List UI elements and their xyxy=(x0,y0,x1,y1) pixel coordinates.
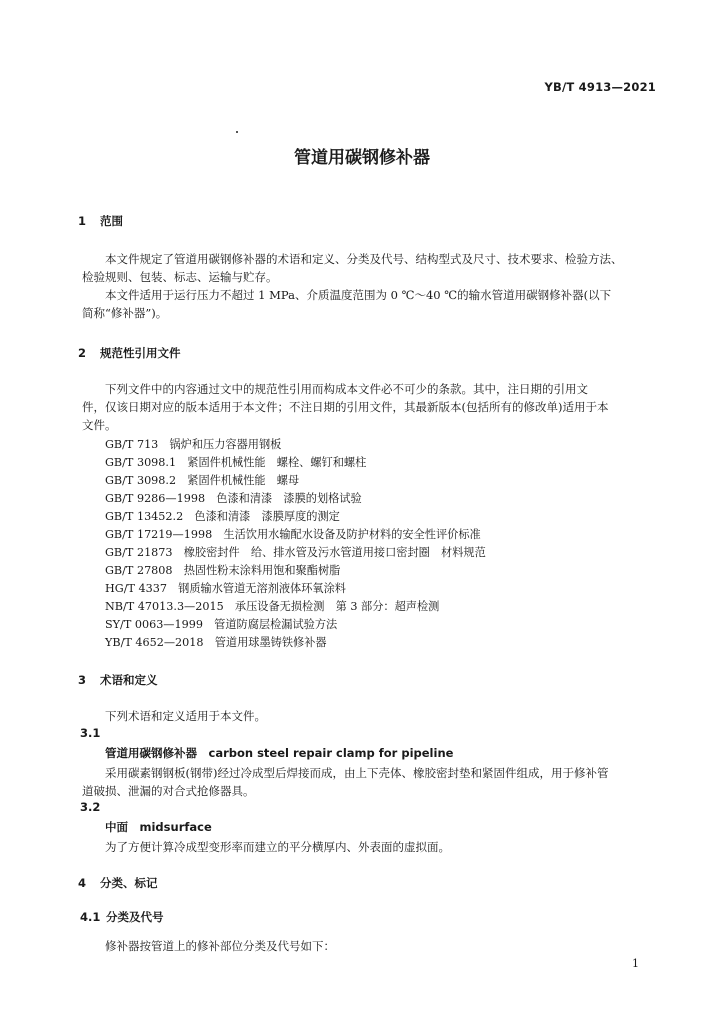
section-title: 分类、标记 xyxy=(100,876,158,890)
s1-para2-line2: 简称“修补器”)。 xyxy=(82,306,168,320)
term-3-1-title: 管道用碳钢修补器 carbon steel repair clamp for pipeline xyxy=(105,746,454,760)
subsection-number: 4.1 xyxy=(80,910,101,924)
section-number: 2 xyxy=(78,346,87,360)
subsection-title: 分类及代号 xyxy=(106,910,164,924)
s1-para1-line1: 本文件规定了管道用碳钢修补器的术语和定义、分类及代号、结构型式及尺寸、技术要求、检验方法、 xyxy=(105,252,623,266)
s2-intro-line1: 下列文件中的内容通过文中的规范性引用而构成本文件必不可少的条款。其中，注日期的引用文 xyxy=(105,382,588,396)
s3-intro: 下列术语和定义适用于本文件。 xyxy=(105,709,266,723)
document-title: 管道用碳钢修补器 xyxy=(294,148,430,168)
section-1-heading xyxy=(78,213,123,229)
reference-item: YB/T 4652—2018 管道用球墨铸铁修补器 xyxy=(105,636,327,649)
term-3-1-def-line1: 采用碳素钢钢板(钢带)经过冷成型后焊接而成，由上下壳体、橡胶密封垫和紧固件组成，用于修补管 xyxy=(105,766,609,780)
s4-text: 修补器按管道上的修补部位分类及代号如下： xyxy=(105,939,335,953)
section-3-heading xyxy=(78,672,158,688)
reference-item: GB/T 17219—1998 生活饮用水输配水设备及防护材料的安全性评价标准 xyxy=(105,528,481,541)
s2-intro-line3: 文件。 xyxy=(82,418,117,432)
term-3-1-def-line2: 道破损、泄漏的对合式抢修器具。 xyxy=(82,784,255,798)
reference-item: GB/T 27808 热固性粉末涂料用饱和聚酯树脂 xyxy=(105,564,341,577)
s1-para2-line1: 本文件适用于运行压力不超过 1 MPa、介质温度范围为 0 ℃～40 ℃的输水管道用碳钢修补器(以下 xyxy=(105,288,612,302)
term-3-2-def: 为了方便计算冷成型变形率而建立的平分横厚内、外表面的虚拟面。 xyxy=(105,840,450,854)
section-title: 范围 xyxy=(100,214,123,228)
reference-item: GB/T 9286—1998 色漆和清漆 漆膜的划格试验 xyxy=(105,492,362,505)
section-number: 4 xyxy=(78,876,87,890)
term-3-2-number: 3.2 xyxy=(80,800,101,814)
term-3-2-title: 中面 midsurface xyxy=(105,820,212,834)
section-title: 术语和定义 xyxy=(100,673,158,687)
s1-para1-line2: 检验规则、包装、标志、运输与贮存。 xyxy=(82,270,278,284)
document-number: YB/T 4913—2021 xyxy=(544,80,656,94)
reference-item: SY/T 0063—1999 管道防腐层检漏试验方法 xyxy=(105,618,338,631)
scan-speck xyxy=(236,131,238,133)
reference-item: GB/T 713 锅炉和压力容器用钢板 xyxy=(105,438,282,451)
reference-item: HG/T 4337 钢质输水管道无溶剂液体环氧涂料 xyxy=(105,582,346,595)
section-number: 3 xyxy=(78,673,87,687)
subsection-4-1-heading xyxy=(80,909,164,925)
section-4-heading xyxy=(78,875,158,891)
term-3-1-number: 3.1 xyxy=(80,726,101,740)
reference-item: NB/T 47013.3—2015 承压设备无损检测 第 3 部分：超声检测 xyxy=(105,600,440,613)
section-2-heading xyxy=(78,345,181,361)
s2-intro-line2: 件，仅该日期对应的版本适用于本文件；不注日期的引用文件，其最新版本(包括所有的修改单)适用于本 xyxy=(82,400,609,414)
reference-item: GB/T 3098.2 紧固件机械性能 螺母 xyxy=(105,474,300,487)
page-number: 1 xyxy=(632,957,639,970)
section-number: 1 xyxy=(78,214,87,228)
section-title: 规范性引用文件 xyxy=(100,346,181,360)
reference-item: GB/T 3098.1 紧固件机械性能 螺栓、螺钉和螺柱 xyxy=(105,456,367,469)
reference-item: GB/T 21873 橡胶密封件 给、排水管及污水管道用接口密封圈 材料规范 xyxy=(105,546,486,559)
reference-item: GB/T 13452.2 色漆和清漆 漆膜厚度的测定 xyxy=(105,510,340,523)
